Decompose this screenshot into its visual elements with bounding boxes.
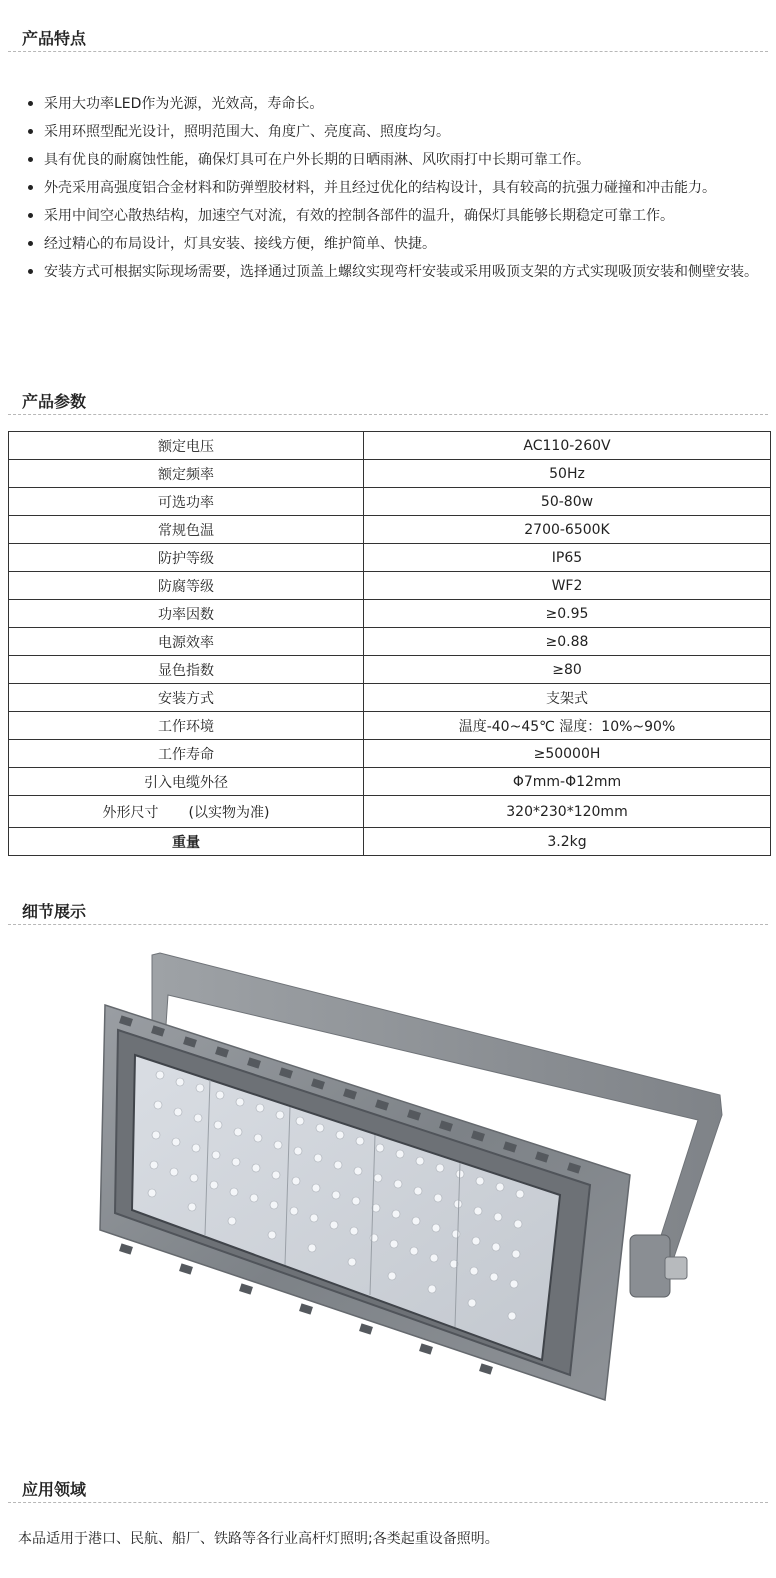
- param-key: 引入电缆外径: [9, 768, 364, 796]
- param-value: 2700-6500K: [364, 516, 771, 544]
- table-row: [9, 432, 771, 460]
- param-key: 工作寿命: [9, 740, 364, 768]
- features-header: [8, 22, 768, 52]
- feature-item: 采用环照型配光设计，照明范围大、角度广、亮度高、照度均匀。: [22, 118, 762, 146]
- feature-item: 具有优良的耐腐蚀性能，确保灯具可在户外长期的日晒雨淋、风吹雨打中长期可靠工作。: [22, 146, 762, 174]
- param-value: 50Hz: [364, 460, 771, 488]
- param-value: Φ7mm-Φ12mm: [364, 768, 771, 796]
- param-key: 重量: [9, 828, 364, 856]
- table-row: [9, 828, 771, 856]
- param-key: [9, 796, 364, 828]
- application-text: 本品适用于港口、民航、船厂、铁路等各行业高杆灯照明;各类起重设备照明。: [18, 1531, 499, 1547]
- table-row: [9, 796, 771, 828]
- feature-item: 外壳采用高强度铝合金材料和防弹塑胶材料，并且经过优化的结构设计，具有较高的抗强力碰撞和冲击能力。: [22, 174, 762, 202]
- param-key: 工作环境: [9, 712, 364, 740]
- table-row: [9, 684, 771, 712]
- params-header: [8, 385, 768, 415]
- table-row: [9, 488, 771, 516]
- table-row: [9, 460, 771, 488]
- table-row: [9, 712, 771, 740]
- param-value: ≥0.88: [364, 628, 771, 656]
- table-row: [9, 628, 771, 656]
- section-divider: [8, 414, 768, 415]
- param-value: 320*230*120mm: [364, 796, 771, 828]
- param-key-note: (以实物为准): [188, 804, 270, 821]
- product-photo: [90, 945, 730, 1405]
- param-value: 3.2kg: [364, 828, 771, 856]
- features-list: [22, 90, 762, 286]
- param-key: 防腐等级: [9, 572, 364, 600]
- table-row: [9, 656, 771, 684]
- param-value: ≥50000H: [364, 740, 771, 768]
- feature-item: 经过精心的布局设计，灯具安装、接线方便，维护简单、快捷。: [22, 230, 762, 258]
- application-header: [8, 1473, 768, 1503]
- param-value: 温度-40~45℃ 湿度：10%~90%: [364, 712, 771, 740]
- table-row: [9, 740, 771, 768]
- param-value: ≥0.95: [364, 600, 771, 628]
- params-title: 产品参数: [22, 392, 87, 411]
- feature-item: 采用中间空心散热结构，加速空气对流，有效的控制各部件的温升，确保灯具能够长期稳定可靠工作。: [22, 202, 762, 230]
- param-value: IP65: [364, 544, 771, 572]
- params-table: [8, 431, 771, 856]
- param-key: 额定频率: [9, 460, 364, 488]
- param-value: 50-80w: [364, 488, 771, 516]
- param-key: 电源效率: [9, 628, 364, 656]
- param-value: 支架式: [364, 684, 771, 712]
- feature-item: 采用大功率LED作为光源，光效高，寿命长。: [22, 90, 762, 118]
- param-key: 常规色温: [9, 516, 364, 544]
- detail-header: [8, 895, 768, 925]
- feature-item: 安装方式可根据实际现场需要，选择通过顶盖上螺纹实现弯杆安装或采用吸顶支架的方式实现吸顶安装和侧壁安装。: [22, 258, 762, 286]
- param-key: 功率因数: [9, 600, 364, 628]
- table-row: [9, 768, 771, 796]
- param-key: 可选功率: [9, 488, 364, 516]
- features-title: 产品特点: [22, 29, 87, 48]
- table-row: [9, 572, 771, 600]
- application-title: 应用领域: [22, 1480, 87, 1499]
- param-value: ≥80: [364, 656, 771, 684]
- section-divider: [8, 51, 768, 52]
- param-key-text: 外形尺寸: [102, 804, 159, 821]
- param-value: AC110-260V: [364, 432, 771, 460]
- section-divider: [8, 924, 768, 925]
- param-value: WF2: [364, 572, 771, 600]
- detail-title: 细节展示: [22, 902, 87, 921]
- table-row: [9, 516, 771, 544]
- table-row: [9, 544, 771, 572]
- param-key: 安装方式: [9, 684, 364, 712]
- table-row: [9, 600, 771, 628]
- param-key: 防护等级: [9, 544, 364, 572]
- param-key: 显色指数: [9, 656, 364, 684]
- section-divider: [8, 1502, 768, 1503]
- param-key: 额定电压: [9, 432, 364, 460]
